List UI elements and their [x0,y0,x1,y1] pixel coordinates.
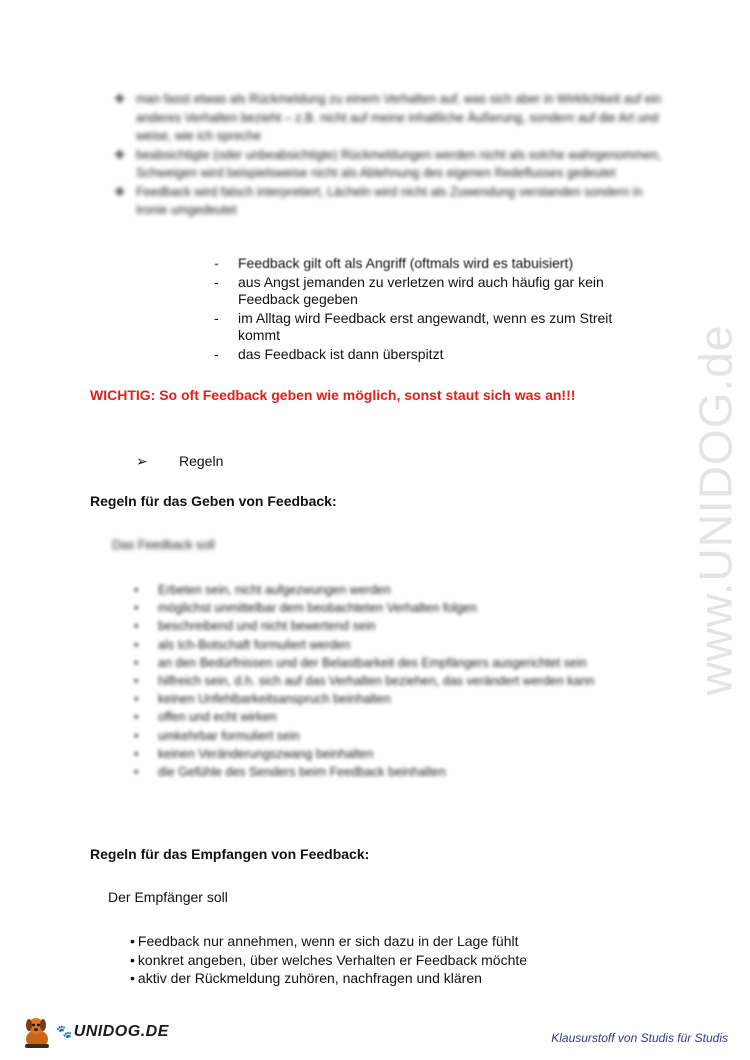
section-heading-empfangen: Regeln für das Empfangen von Feedback: [90,846,370,862]
watermark-text: www.UNIDOG.de [689,324,742,696]
important-note: WICHTIG: So oft Feedback geben wie möglich, sonst staut sich was an!!! [90,387,576,403]
bullet-icon: • [134,710,139,725]
bullet-icon: • [134,728,139,743]
list-item: • keinen Veränderungszwang beinhalten [134,745,674,763]
list-item: - im Alltag wird Feedback erst angewandt, wenn es zum Streit kommt [214,309,613,343]
empfangen-list [130,932,527,988]
list-item: - Feedback gilt oft als Angriff (oftmals wird es tabuisiert) [214,255,574,271]
list-item: • aktiv der Rückmeldung zuhören, nachfragen und klären [130,970,482,986]
paw-icon: 🐾 [56,1024,73,1039]
bullet-icon: • [134,655,139,670]
list-item: • möglichst unmittelbar dem beobachteten Verhalten folgen [134,599,674,617]
bullet-icon: • [134,765,139,780]
watermark [690,290,740,730]
diamond-bullet-icon: ❖ [114,184,126,199]
section-heading-geben: Regeln für das Geben von Feedback: [90,493,337,509]
bullet-icon: • [134,746,139,761]
list-item: • keinen Unfehlbarkeitsanspruch beinhalten [134,690,674,708]
bullet-icon: • [130,933,135,949]
list-item: • konkret angeben, über welches Verhalten er Feedback möchte [130,951,528,968]
list-item: • Feedback nur annehmen, wenn er sich dazu in der Lage fühlt [130,933,519,949]
list-item: - aus Angst jemanden zu verletzen wird auch häufig gar kein Feedback gegeben [214,273,604,307]
footer-slogan: Klausurstoff von Studis für Studis [551,1031,728,1045]
bullet-icon: • [134,619,139,634]
list-item: ❖ man fasst etwas als Rückmeldung zu einem Verhalten auf, was sich aber in Wirklichkeit auf ein anderes Verhalten bezieht – z.B. nicht auf meine inhaltliche Äußerung, sondern auf die Art und weise, wie ich spreche [114,92,662,143]
bullet-icon: • [130,951,135,968]
bullet-icon: • [130,970,135,986]
regeln-bullet: ➢ Regeln [136,453,224,469]
list-item: • umkehrbar formuliert sein [134,727,674,745]
logo-text: 🐾UNIDOG.DE [56,1023,169,1040]
arrow-bullet-icon: ➢ [136,453,148,469]
list-item: • offen und echt wirken [134,708,674,726]
unidog-logo [20,1012,169,1052]
list-item: • die Gefühle des Senders beim Feedback beinhalten [134,763,674,781]
geben-intro: Das Feedback soll [112,538,215,552]
empfangen-intro: Der Empfänger soll [108,889,228,905]
geben-list [134,581,674,781]
list-item: • an den Bedürfnissen und der Belastbarkeit des Empfängers ausgerichtet sein [134,654,674,672]
list-item: • hilfreich sein, d.h. sich auf das Verhalten beziehen, das verändert werden kann [134,672,638,690]
bullet-icon: • [134,583,139,597]
list-item: - das Feedback ist dann überspitzt [214,345,444,362]
diamond-bullet-icon: ❖ [114,147,126,162]
diamond-bullet-icon: ❖ [114,92,126,106]
list-item: • als Ich-Botschaft formuliert werden [134,636,674,654]
dash-list [212,255,642,364]
list-item: ❖ beabsichtigte (oder unbeabsichtigte) Rückmeldungen werden nicht als solche wahrgenommen, Schweigen wird beispielsweise nicht als Ablehnung des eigenen Redeflusses gedeutet [114,147,662,180]
list-item: ❖ Feedback wird falsch interpretiert, Lächeln wird nicht als Zuwendung verstanden sondern in Ironie umgedeutet [114,184,643,217]
bullet-icon: • [134,601,139,616]
dog-icon [20,1013,54,1051]
list-item: • Erbeten sein, nicht aufgezwungen werden [134,581,674,599]
top-bullet-list [112,90,662,220]
bullet-icon: • [134,692,139,707]
bullet-icon: • [134,637,139,652]
list-item: • beschreibend und nicht bewertend sein [134,617,674,635]
bullet-icon: • [134,674,139,689]
